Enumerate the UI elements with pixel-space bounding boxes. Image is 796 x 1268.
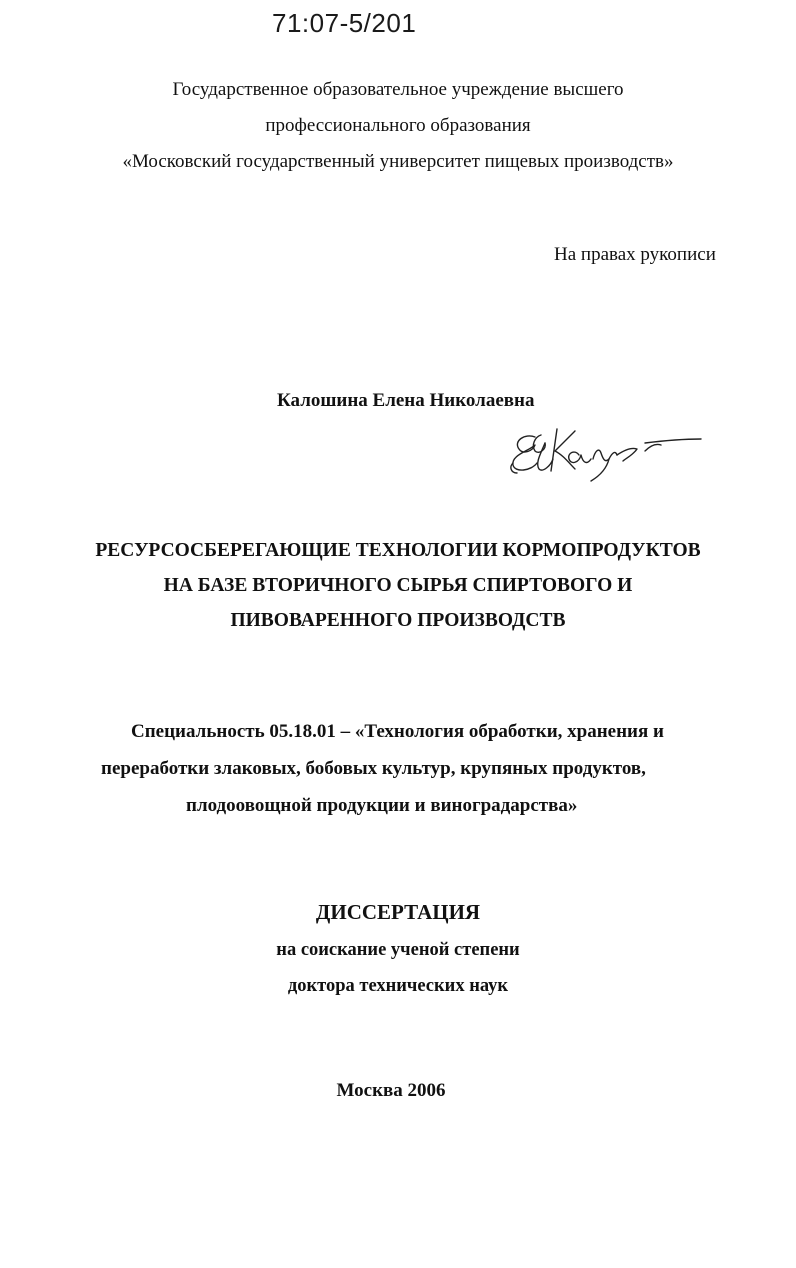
specialty-line-2: переработки злаковых, бобовых культур, крупяных продуктов, — [101, 758, 646, 779]
degree-line-1: на соискание ученой степени — [276, 940, 520, 960]
degree-line-2: доктора технических наук — [287, 976, 509, 996]
institution-line-3: «Московский государственный университет пищевых производств» — [122, 151, 674, 172]
title-line-1: РЕСУРСОСБЕРЕГАЮЩИЕ ТЕХНОЛОГИИ КОРМОПРОДУКТОВ — [95, 540, 701, 561]
place-year: Москва 2006 — [336, 1080, 446, 1101]
archive-stamp: 71:07-5/201 — [272, 8, 417, 38]
title-line-2: НА БАЗЕ ВТОРИЧНОГО СЫРЬЯ СПИРТОВОГО И — [163, 575, 633, 596]
signature-icon — [505, 415, 705, 490]
institution-line-1: Государственное образовательное учреждение высшего — [172, 79, 624, 100]
specialty-line-1: Специальность 05.18.01 – «Технология обработки, хранения и — [131, 721, 664, 742]
institution-line-2: профессионального образования — [265, 115, 531, 136]
dissertation-heading: ДИССЕРТАЦИЯ — [315, 900, 481, 924]
author-name: Калошина Елена Николаевна — [277, 390, 535, 411]
rights-note: На правах рукописи — [554, 244, 716, 265]
title-line-3: ПИВОВАРЕННОГО ПРОИЗВОДСТВ — [230, 610, 566, 631]
specialty-line-3: плодоовощной продукции и виноградарства» — [186, 795, 578, 816]
